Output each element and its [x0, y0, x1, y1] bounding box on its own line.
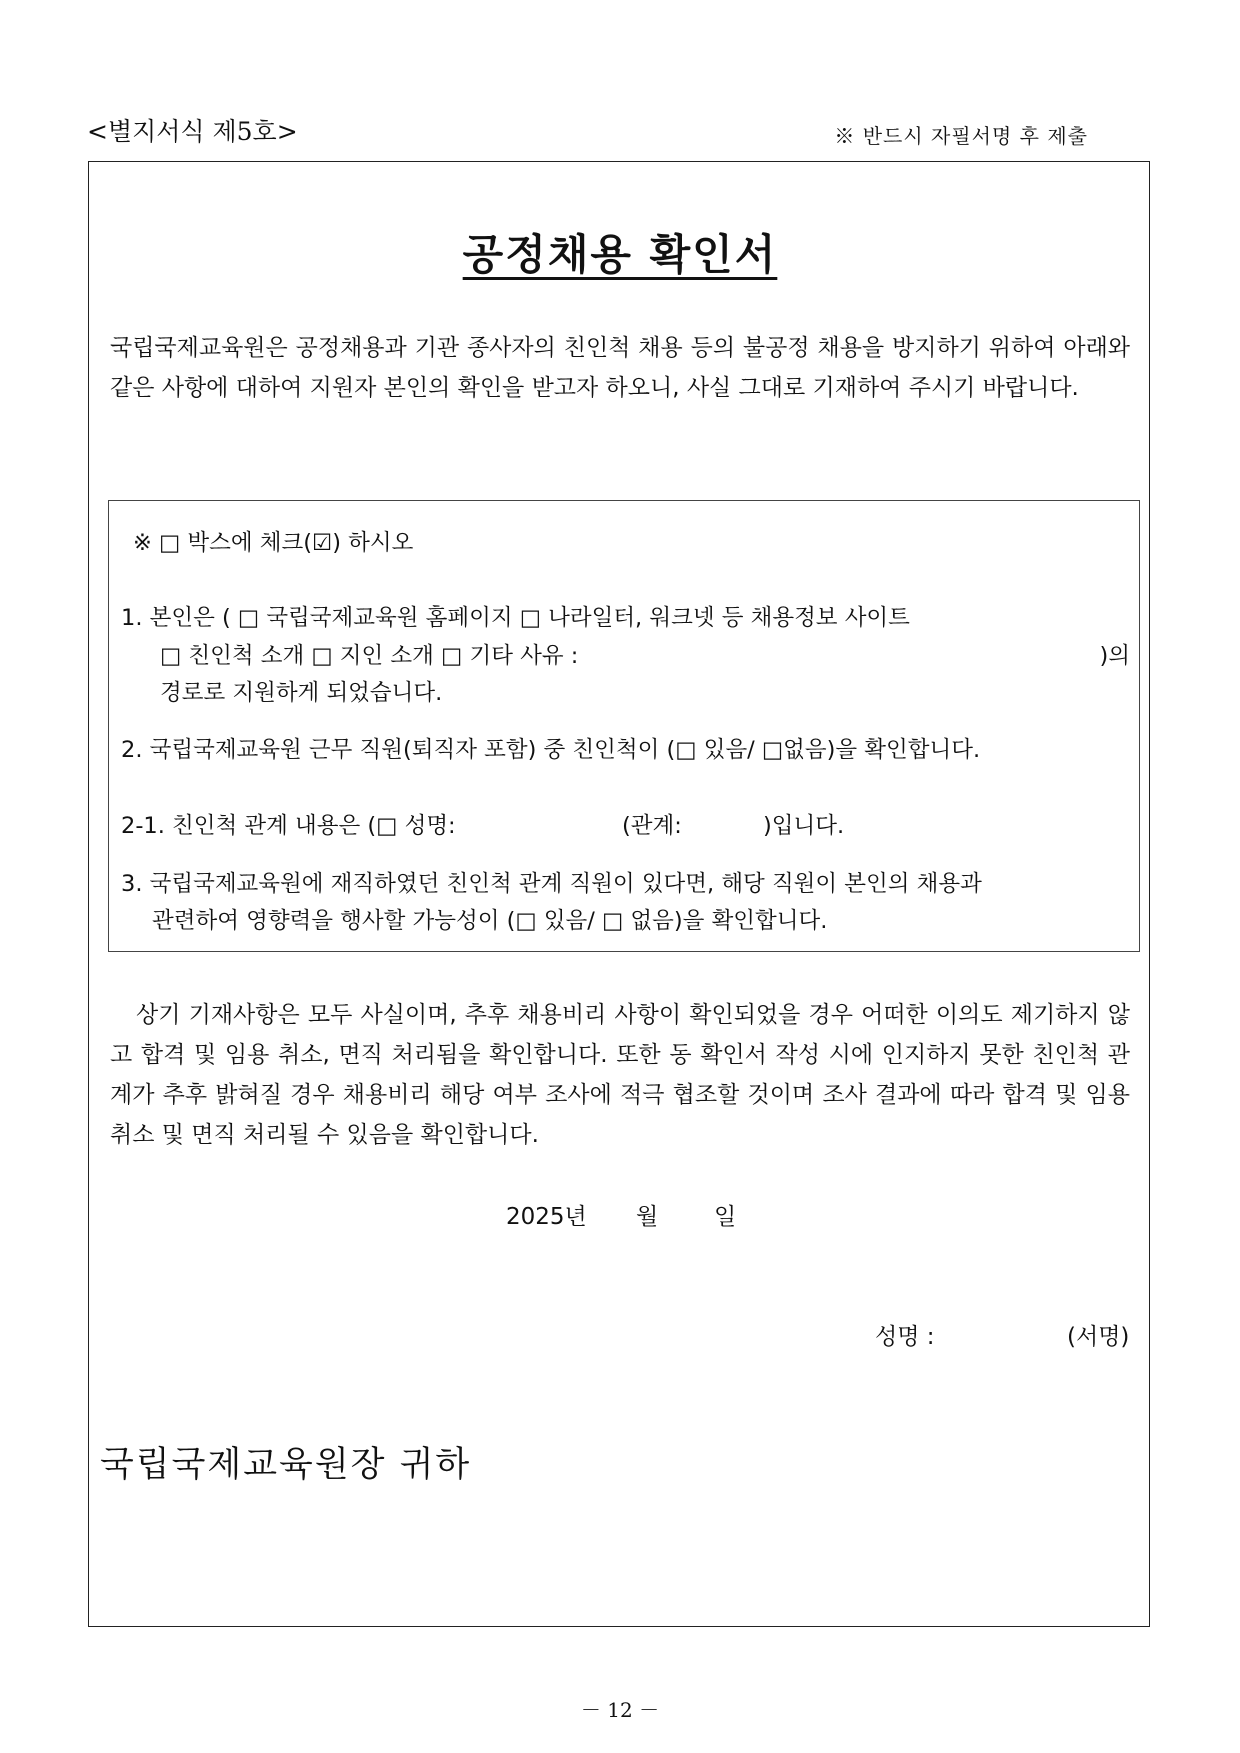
signature-label: (서명): [1067, 1324, 1130, 1350]
signature-notice: ※ 반드시 자필서명 후 제출: [834, 124, 1088, 148]
item1-line2-end: )의: [1099, 643, 1130, 669]
declaration-paragraph: [110, 995, 1130, 1155]
date-month: 월: [636, 1204, 659, 1230]
item1-line3: 경로로 지원하게 되었습니다.: [160, 680, 443, 706]
page-number: － 12 －: [580, 1698, 660, 1722]
item3-line2: 관련하여 영향력을 행사할 가능성이 (□ 있음/ □ 없음)을 확인합니다.: [152, 908, 828, 934]
item2-1-end: )입니다.: [763, 813, 845, 839]
date-day: 일: [714, 1204, 737, 1230]
item2-1-name: 2-1. 친인척 관계 내용은 (□ 성명:: [121, 813, 456, 839]
name-label: 성명 :: [875, 1324, 935, 1350]
declaration-text: 상기 기재사항은 모두 사실이며, 추후 채용비리 사항이 확인되었을 경우 어떠한 이의도 제기하지 않고 합격 및 임용 취소, 면직 처리됨을 확인합니다. 또한 동 확인서 작성 시에 인지하지 못한 친인척 관계가 추후 밝혀질 경우 채용비리 해당 여부 조사에 적극 협조할 것이며 조사 결과에 따라 합격 및 임용 취소 및 면직 처리될 수 있음을 확인합니다.: [110, 1002, 1130, 1148]
item1-line2: □ 친인척 소개 □ 지인 소개 □ 기타 사유 :: [160, 643, 579, 669]
item3-line1: 3. 국립국제교육원에 재직하였던 친인척 관계 직원이 있다면, 해당 직원이 본인의 채용과: [121, 871, 982, 897]
document-title-text: 공정채용 확인서: [462, 230, 778, 279]
form-number-label: <별지서식 제5호>: [87, 117, 298, 146]
checklist-instruction: ※ □ 박스에 체크(☑) 하시오: [133, 530, 414, 556]
document-title: [0, 222, 1240, 282]
item2: 2. 국립국제교육원 근무 직원(퇴직자 포함) 중 친인척이 (□ 있음/ □없음)을 확인합니다.: [121, 737, 981, 763]
item2-1-relation: (관계:: [622, 813, 682, 839]
date-year: 2025년: [506, 1204, 587, 1230]
addressee: 국립국제교육원장 귀하: [100, 1445, 472, 1485]
intro-paragraph: 국립국제교육원은 공정채용과 기관 종사자의 친인척 채용 등의 불공정 채용을 방지하기 위하여 아래와 같은 사항에 대하여 지원자 본인의 확인을 받고자 하오니, 사실 그대로 기재하여 주시기 바랍니다.: [110, 335, 1130, 401]
item1-line1: 1. 본인은 ( □ 국립국제교육원 홈페이지 □ 나라일터, 워크넷 등 채용정보 사이트: [121, 605, 910, 631]
